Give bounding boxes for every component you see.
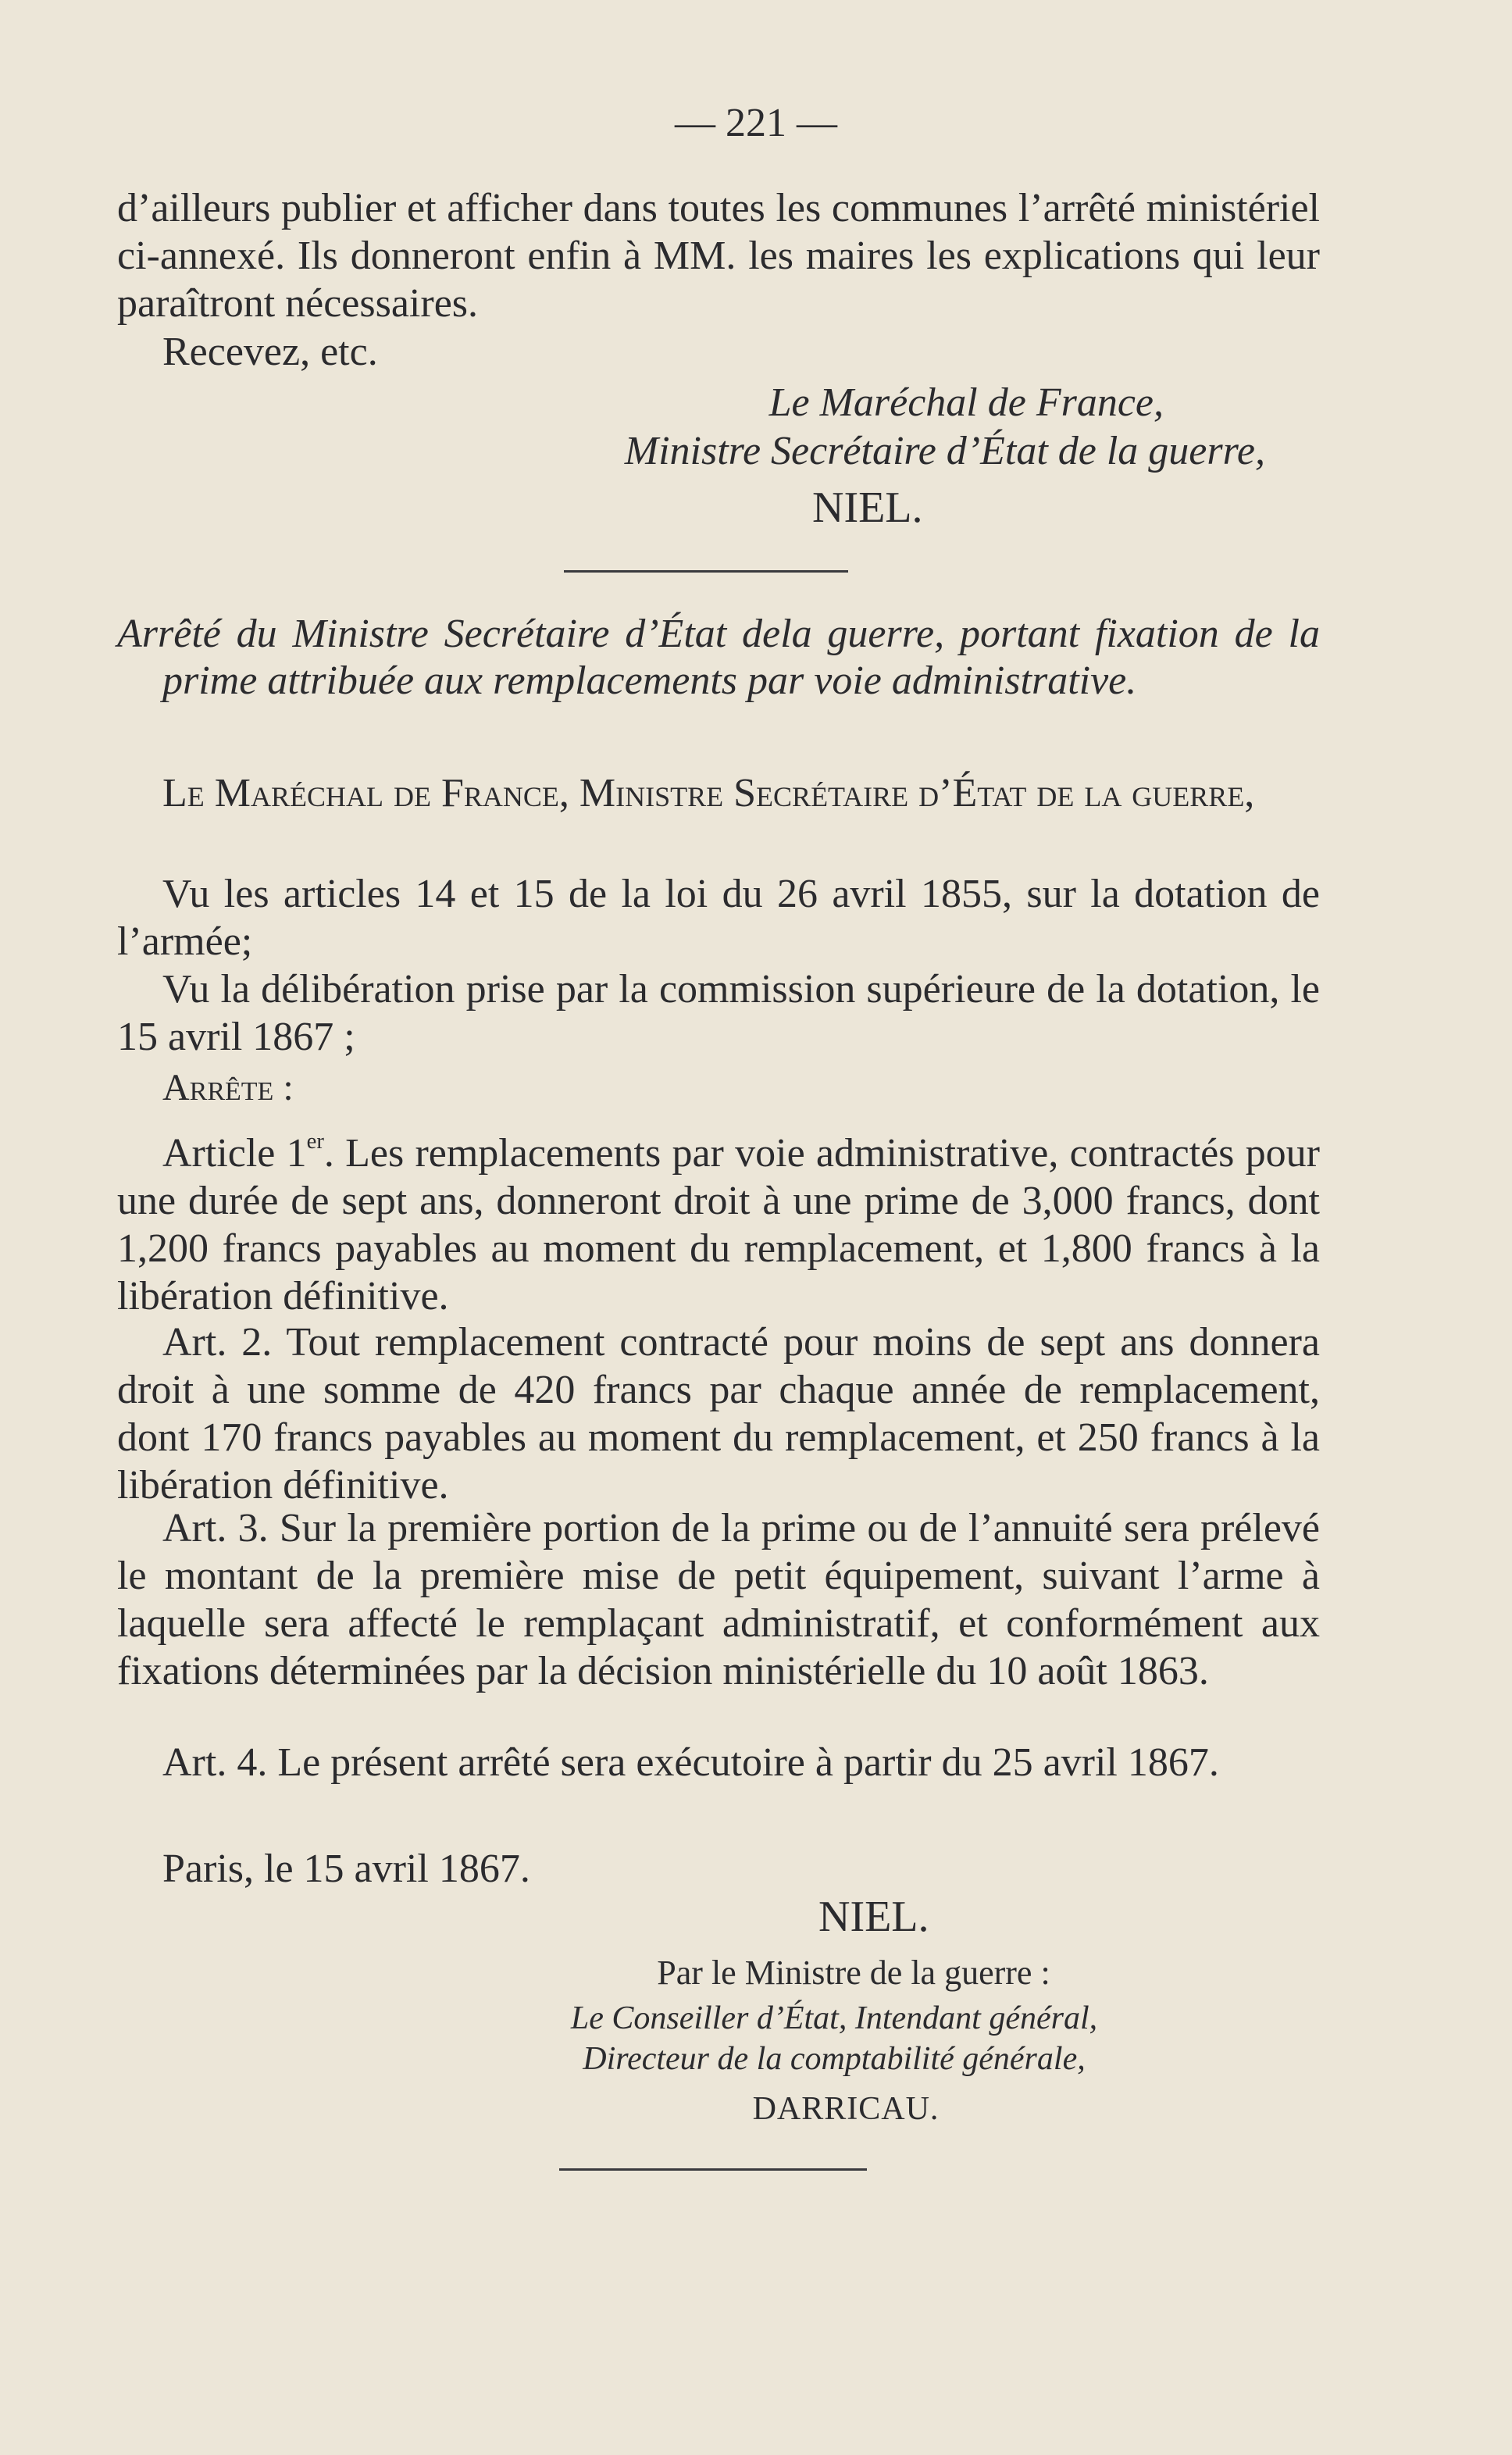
decree-preamble: Le Maréchal de France, Ministre Secrétaire d’État de la guerre,: [162, 771, 1255, 815]
decree-visa-1: Vu les articles 14 et 15 de la loi du 26 avril 1855, sur la dotation de l’armée;: [117, 872, 1320, 964]
intro-paragraph: d’ailleurs publier et afficher dans toutes les communes l’arrêté ministériel ci-annexé. Ils donneront enfin à MM. les maires les explications qui leur paraîtront nécessaires.: [117, 186, 1320, 326]
signature-niel: NIEL.: [812, 484, 923, 532]
separator-rule: [564, 570, 848, 573]
signatory-title-line1: Le Maréchal de France,: [768, 380, 1164, 425]
article-1-label: Article 1: [162, 1131, 307, 1176]
decree-visa-2: Vu la délibération prise par la commission supérieure de la dotation, le 15 avril 1867 ;: [117, 967, 1320, 1059]
decree-signature-niel: NIEL.: [818, 1893, 929, 1941]
article-2: Art. 2. Tout remplacement contracté pour moins de sept ans donnera droit à une somme de 420 francs par chaque année de remplacement, dont 170 francs payables au moment du remplacement, et 250 francs à la libération définitive.: [117, 1320, 1320, 1508]
by-order-line: Par le Ministre de la guerre :: [657, 1954, 1050, 1992]
counter-signatory-line1: Le Conseiller d’État, Intendant général,: [570, 2000, 1098, 2036]
article-3: Art. 3. Sur la première portion de la prime ou de l’annuité sera prélevé le montant de la première mise de petit équipement, suivant l’arme à laquelle sera affecté le remplaçant administratif, et conformément aux fixations déterminées par la décision ministérielle du 10 août 1863.: [117, 1506, 1320, 1693]
counter-signatory-line2: Directeur de la comptabilité générale,: [583, 2041, 1086, 2077]
article-1-superscript: er: [306, 1129, 324, 1154]
article-4: Art. 4. Le présent arrêté sera exécutoire à partir du 25 avril 1867.: [162, 1740, 1219, 1785]
closing-formula: Recevez, etc.: [162, 330, 378, 374]
article-1-text: . Les remplacements par voie administrative, contractés pour une durée de sept ans, donneront droit à une prime de 3,000 francs, dont 1,200 francs payables au moment du remplacement, et 1,800 francs à la libération définitive.: [117, 1131, 1320, 1318]
article-1: [117, 1129, 1320, 1320]
page-number: — 221 —: [675, 101, 837, 145]
signatory-title-line2: Ministre Secrétaire d’État de la guerre,: [624, 429, 1265, 473]
closing-rule: [559, 2168, 867, 2171]
decree-date: Paris, le 15 avril 1867.: [162, 1847, 530, 1891]
counter-signature-darricau: DARRICAU.: [752, 2091, 940, 2127]
decree-arrete-heading: Arrête :: [162, 1067, 294, 1108]
decree-title: Arrêté du Ministre Secrétaire d’État dela guerre, portant fixation de la prime attribuée aux remplacements par voie administrative.: [117, 612, 1320, 703]
